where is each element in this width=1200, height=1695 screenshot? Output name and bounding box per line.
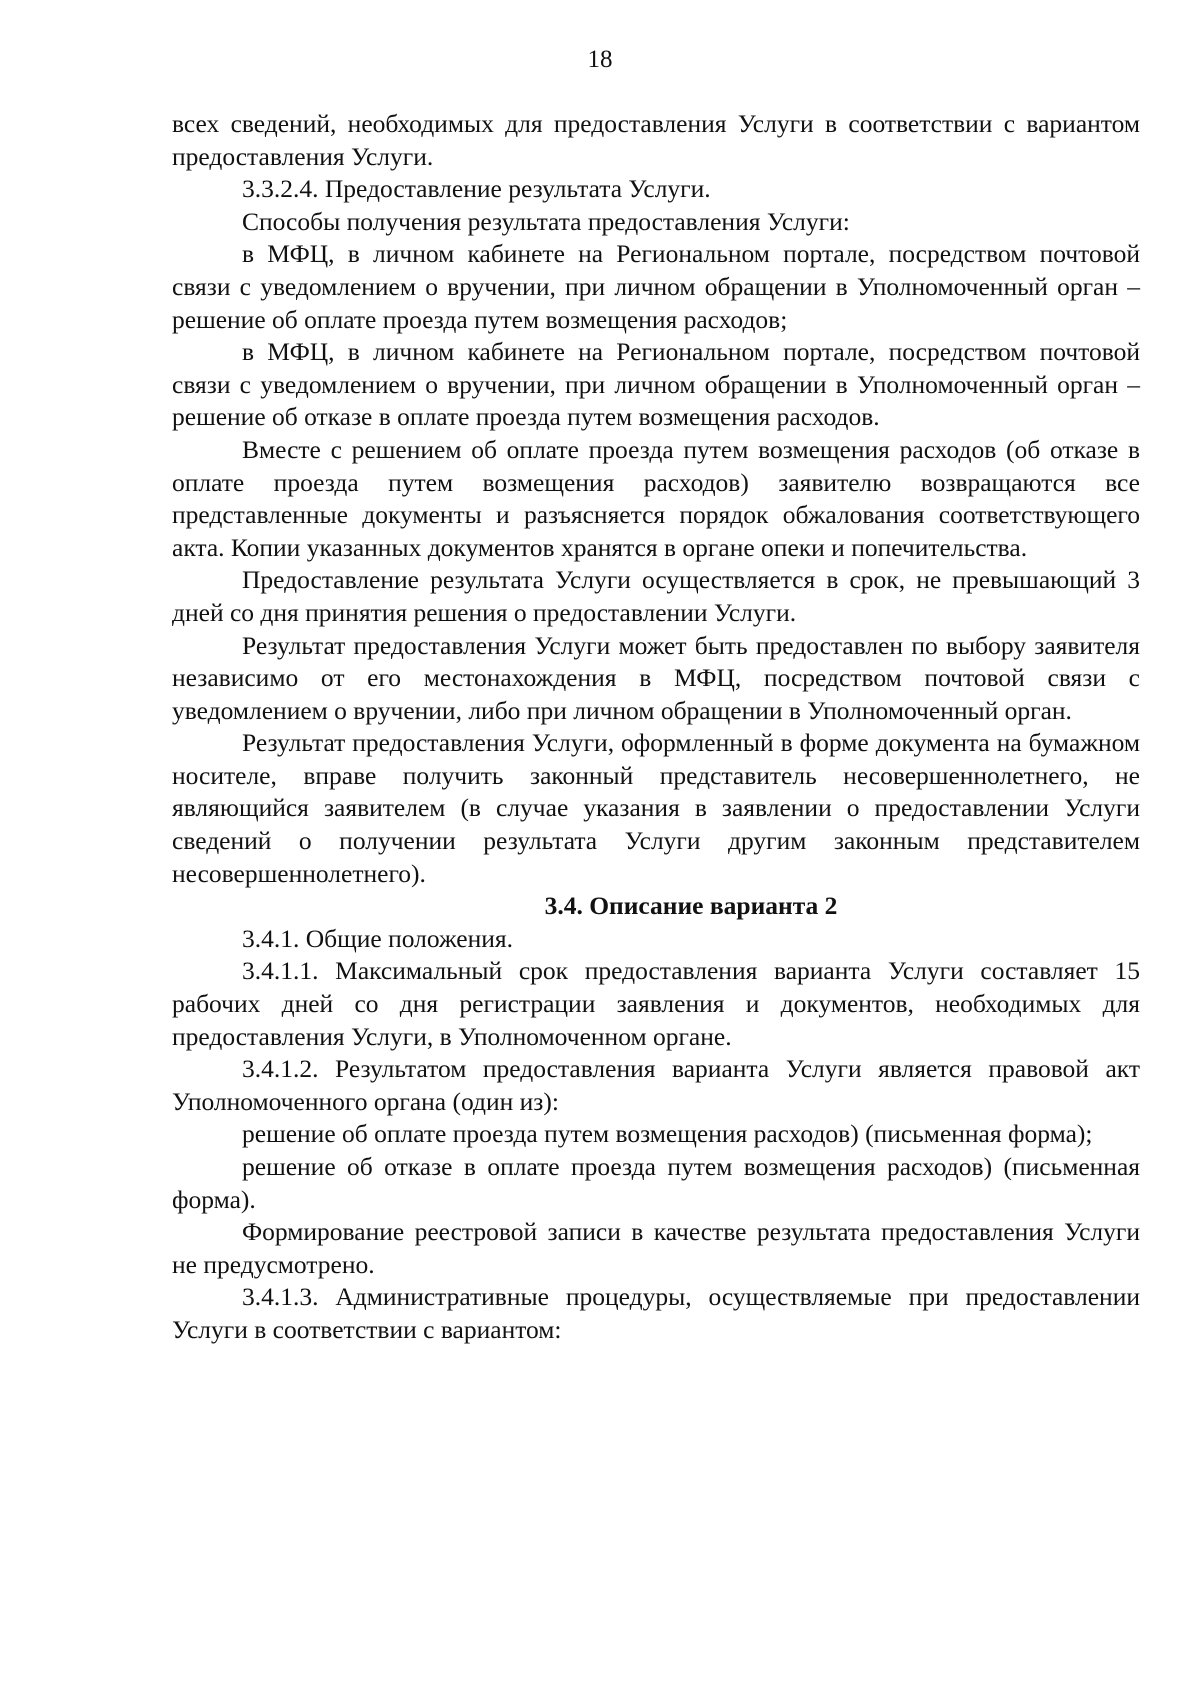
paragraph: решение об отказе в оплате проезда путем возмещения расходов) (письменная форма). (172, 1152, 1140, 1214)
paragraph: Результат предоставления Услуги может быть предоставлен по выбору заявителя независимо от его местонахождения в МФЦ, посредством почтовой связи с уведомлением о вручении, либо при личном обращении в Уполномоченный орган. (172, 630, 1140, 725)
paragraph: всех сведений, необходимых для предоставления Услуги в соответствии с вариантом предоставления Услуги. (172, 109, 1140, 171)
paragraph: Предоставление результата Услуги осуществляется в срок, не превышающий 3 дней со дня принятия решения о предоставлении Услуги. (172, 565, 1140, 627)
paragraph: Формирование реестровой записи в качестве результата предоставления Услуги не предусмотрено. (172, 1217, 1140, 1279)
paragraph: Способы получения результата предоставления Услуги: (242, 206, 850, 236)
paragraph: решение об оплате проезда путем возмещения расходов) (письменная форма); (242, 1119, 1093, 1149)
paragraph: 3.3.2.4. Предоставление результата Услуги. (242, 174, 711, 204)
page-number: 18 (587, 46, 613, 73)
paragraph: 3.4.1.1. Максимальный срок предоставления варианта Услуги составляет 15 рабочих дней со дня регистрации заявления и документов, необходимых для предоставления Услуги, в Уполномоченном органе. (172, 956, 1140, 1051)
paragraph: Результат предоставления Услуги, оформленный в форме документа на бумажном носителе, вправе получить законный представитель несовершеннолетнего, не являющийся заявителем (в случае указания в заявлении о предоставлении Услуги сведений о получении результата Услуги другим законным представителем несовершеннолетнего). (172, 728, 1140, 888)
paragraph: 3.4.1.2. Результатом предоставления варианта Услуги является правовой акт Уполномоченного органа (один из): (172, 1054, 1140, 1116)
paragraphs-after (172, 923, 1140, 1347)
paragraph: в МФЦ, в личном кабинете на Региональном портале, посредством почтовой связи с уведомлением о вручении, при личном обращении в Уполномоченный орган – решение об оплате проезда путем возмещения расходов; (172, 239, 1140, 334)
document-body (172, 108, 1140, 1347)
paragraphs-before (172, 108, 1140, 890)
paragraph: Вместе с решением об оплате проезда путем возмещения расходов (об отказе в оплате проезда путем возмещения расходов) заявителю возвращаются все представленные документы и разъясняется порядок обжалования соответствующего акта. Копии указанных документов хранятся в органе опеки и попечительства. (172, 434, 1140, 562)
paragraph: в МФЦ, в личном кабинете на Региональном портале, посредством почтовой связи с уведомлением о вручении, при личном обращении в Уполномоченный орган – решение об отказе в оплате проезда путем возмещения расходов. (172, 337, 1140, 432)
section-heading: 3.4. Описание варианта 2 (544, 891, 838, 921)
paragraph: 3.4.1.3. Административные процедуры, осуществляемые при предоставлении Услуги в соответствии с вариантом: (172, 1282, 1140, 1344)
paragraph: 3.4.1. Общие положения. (242, 923, 514, 953)
